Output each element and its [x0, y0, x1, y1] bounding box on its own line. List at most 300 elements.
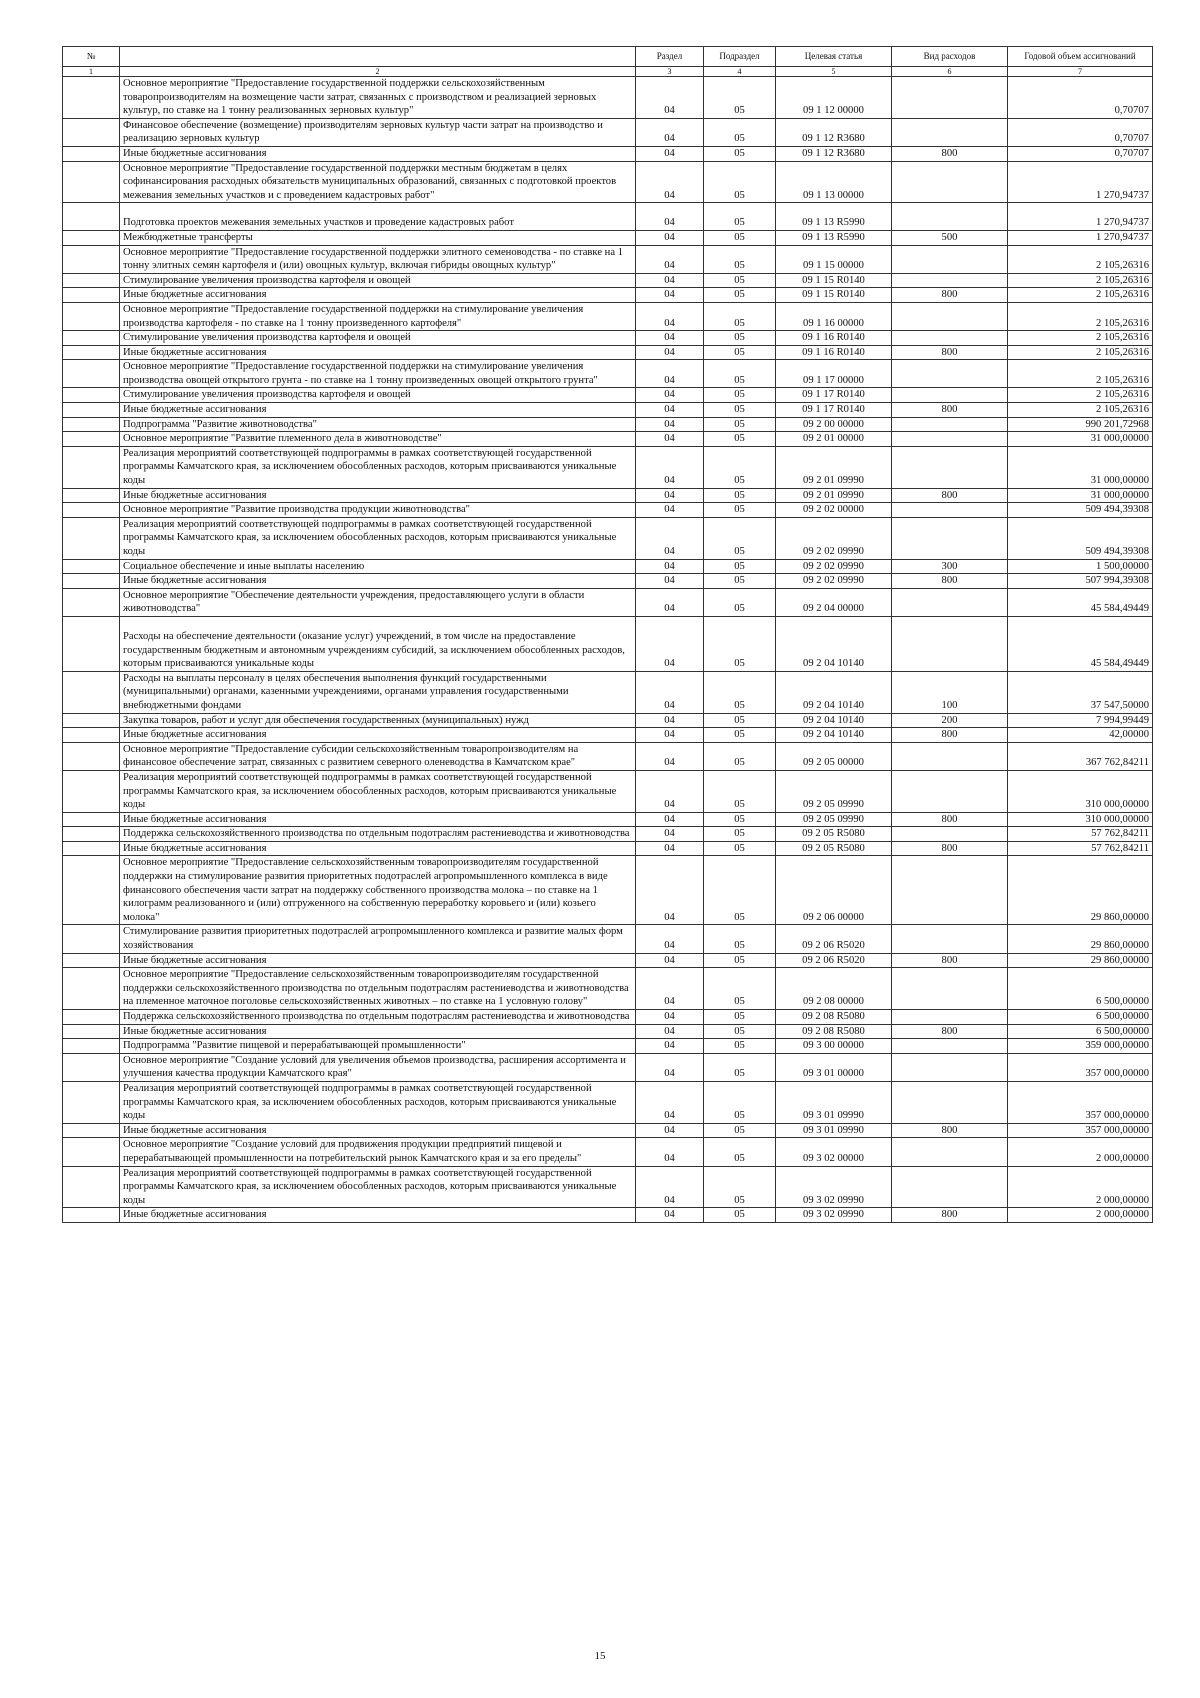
column-number-row [63, 67, 1153, 77]
table-header-row [63, 47, 1153, 67]
table-row [63, 1039, 1153, 1054]
row-vid [892, 503, 1008, 518]
table-row [63, 331, 1153, 346]
row-vid [892, 118, 1008, 146]
table-row [63, 1024, 1153, 1039]
row-target: 09 1 15 00000 [776, 245, 892, 273]
row-vid [892, 742, 1008, 770]
row-razdel: 04 [636, 161, 704, 203]
row-podrazdel: 05 [704, 1123, 776, 1138]
row-razdel: 04 [636, 770, 704, 812]
row-name: Поддержка сельскохозяйственного производства по отдельным подотраслям растениеводства и животноводства [120, 827, 636, 842]
row-amount: 2 105,26316 [1008, 360, 1153, 388]
row-vid: 800 [892, 574, 1008, 589]
row-amount: 1 270,94737 [1008, 203, 1153, 231]
row-vid [892, 273, 1008, 288]
row-amount: 2 105,26316 [1008, 302, 1153, 330]
row-amount: 2 000,00000 [1008, 1138, 1153, 1166]
row-razdel: 04 [636, 1039, 704, 1054]
row-razdel: 04 [636, 302, 704, 330]
row-amount: 0,70707 [1008, 146, 1153, 161]
table-row [63, 925, 1153, 953]
row-vid [892, 588, 1008, 616]
budget-table-sheet [62, 46, 1152, 1223]
row-podrazdel: 05 [704, 827, 776, 842]
row-amount: 2 105,26316 [1008, 245, 1153, 273]
row-amount: 31 000,00000 [1008, 446, 1153, 488]
row-number [63, 230, 120, 245]
row-amount: 31 000,00000 [1008, 488, 1153, 503]
row-name: Подготовка проектов межевания земельных участков и проведение кадастровых работ [120, 203, 636, 231]
row-razdel: 04 [636, 925, 704, 953]
row-target: 09 2 04 10140 [776, 671, 892, 713]
row-name: Иные бюджетные ассигнования [120, 728, 636, 743]
row-target: 09 2 08 R5080 [776, 1010, 892, 1025]
row-target: 09 2 02 09990 [776, 559, 892, 574]
table-row [63, 345, 1153, 360]
row-razdel: 04 [636, 1024, 704, 1039]
row-vid [892, 856, 1008, 925]
row-amount: 29 860,00000 [1008, 953, 1153, 968]
page-number: 15 [594, 1650, 606, 1662]
row-podrazdel: 05 [704, 118, 776, 146]
row-number [63, 302, 120, 330]
row-podrazdel: 05 [704, 812, 776, 827]
table-row [63, 1010, 1153, 1025]
row-vid [892, 925, 1008, 953]
row-podrazdel: 05 [704, 841, 776, 856]
table-row [63, 146, 1153, 161]
row-podrazdel: 05 [704, 77, 776, 119]
row-amount: 2 105,26316 [1008, 403, 1153, 418]
row-name: Иные бюджетные ассигнования [120, 1208, 636, 1223]
row-target: 09 2 06 R5020 [776, 925, 892, 953]
row-number [63, 388, 120, 403]
row-razdel: 04 [636, 1053, 704, 1081]
row-number [63, 856, 120, 925]
row-number [63, 517, 120, 559]
row-podrazdel: 05 [704, 1039, 776, 1054]
row-podrazdel: 05 [704, 742, 776, 770]
row-razdel: 04 [636, 728, 704, 743]
row-name: Подпрограмма "Развитие животноводства" [120, 417, 636, 432]
row-target: 09 2 02 09990 [776, 517, 892, 559]
row-name: Реализация мероприятий соответствующей подпрограммы в рамках соответствующей государственной программы Камчатского края, за исключением обособленных расходов, которым присваиваются уникальные коды [120, 446, 636, 488]
row-podrazdel: 05 [704, 288, 776, 303]
row-podrazdel: 05 [704, 616, 776, 671]
row-target: 09 3 01 00000 [776, 1053, 892, 1081]
row-podrazdel: 05 [704, 1024, 776, 1039]
row-name: Стимулирование увеличения производства картофеля и овощей [120, 331, 636, 346]
row-target: 09 1 13 00000 [776, 161, 892, 203]
row-name: Реализация мероприятий соответствующей подпрограммы в рамках соответствующей государственной программы Камчатского края, за исключением обособленных расходов, которым присваиваются уникальные коды [120, 517, 636, 559]
row-razdel: 04 [636, 616, 704, 671]
row-target: 09 2 05 09990 [776, 812, 892, 827]
row-number [63, 1053, 120, 1081]
row-number [63, 288, 120, 303]
row-podrazdel: 05 [704, 161, 776, 203]
row-name: Основное мероприятие "Предоставление государственной поддержки на стимулирование увеличения производства овощей открытого грунта - по ставке на 1 тонну произведенных овощей открытого грунта" [120, 360, 636, 388]
row-number [63, 432, 120, 447]
row-number [63, 1039, 120, 1054]
table-row [63, 118, 1153, 146]
header-no: № [63, 47, 120, 67]
row-name: Основное мероприятие "Предоставление сельскохозяйственным товаропроизводителям государственной поддержки на стимулирование развития приоритетных подотраслей агропромышленного комплекса в виде финансового обеспечения части затрат на поддержку собственного производства молока – по ставке на 1 килограмм реализованного и (или) отгруженного на собственную переработку коровьего и (или) козьего молока" [120, 856, 636, 925]
row-razdel: 04 [636, 146, 704, 161]
row-name: Иные бюджетные ассигнования [120, 488, 636, 503]
row-vid [892, 360, 1008, 388]
table-row [63, 588, 1153, 616]
row-name: Основное мероприятие "Предоставление государственной поддержки местным бюджетам в целях софинансирования расходных обязательств муниципальных образований, связанных с подготовкой проектов межевания земельных участков и с проведением кадастровых работ" [120, 161, 636, 203]
row-vid: 800 [892, 1208, 1008, 1223]
row-podrazdel: 05 [704, 1166, 776, 1208]
header-vid: Вид расходов [892, 47, 1008, 67]
row-vid [892, 77, 1008, 119]
row-number [63, 559, 120, 574]
row-target: 09 1 13 R5990 [776, 203, 892, 231]
row-vid [892, 302, 1008, 330]
table-row [63, 488, 1153, 503]
table-row [63, 203, 1153, 231]
row-name: Основное мероприятие "Создание условий для увеличения объемов производства, расширения ассортимента и улучшения качества продукции Камчатского края" [120, 1053, 636, 1081]
row-number [63, 827, 120, 842]
row-podrazdel: 05 [704, 203, 776, 231]
row-target: 09 2 04 10140 [776, 616, 892, 671]
row-target: 09 2 04 10140 [776, 728, 892, 743]
row-number [63, 671, 120, 713]
row-vid: 800 [892, 1123, 1008, 1138]
row-amount: 29 860,00000 [1008, 856, 1153, 925]
row-razdel: 04 [636, 671, 704, 713]
row-amount: 1 270,94737 [1008, 161, 1153, 203]
row-podrazdel: 05 [704, 588, 776, 616]
column-number: 2 [120, 67, 636, 77]
column-number: 4 [704, 67, 776, 77]
row-razdel: 04 [636, 230, 704, 245]
table-row [63, 503, 1153, 518]
row-name: Основное мероприятие "Предоставление государственной поддержки на стимулирование увеличения производства картофеля - по ставке на 1 тонну произведенного картофеля" [120, 302, 636, 330]
row-target: 09 1 13 R5990 [776, 230, 892, 245]
row-amount: 2 105,26316 [1008, 288, 1153, 303]
table-row [63, 671, 1153, 713]
row-podrazdel: 05 [704, 856, 776, 925]
row-razdel: 04 [636, 360, 704, 388]
row-target: 09 2 08 00000 [776, 968, 892, 1010]
row-target: 09 2 02 09990 [776, 574, 892, 589]
row-vid [892, 417, 1008, 432]
row-vid [892, 245, 1008, 273]
row-target: 09 1 16 R0140 [776, 345, 892, 360]
row-number [63, 1010, 120, 1025]
row-amount: 6 500,00000 [1008, 1024, 1153, 1039]
row-razdel: 04 [636, 245, 704, 273]
header-amount: Годовой объем ассигнований [1008, 47, 1153, 67]
row-vid [892, 616, 1008, 671]
row-number [63, 417, 120, 432]
row-razdel: 04 [636, 968, 704, 1010]
row-number [63, 770, 120, 812]
row-podrazdel: 05 [704, 713, 776, 728]
table-row [63, 230, 1153, 245]
row-podrazdel: 05 [704, 728, 776, 743]
table-row [63, 968, 1153, 1010]
table-row [63, 388, 1153, 403]
row-vid [892, 827, 1008, 842]
row-amount: 310 000,00000 [1008, 812, 1153, 827]
row-number [63, 1024, 120, 1039]
row-podrazdel: 05 [704, 417, 776, 432]
table-row [63, 1138, 1153, 1166]
row-podrazdel: 05 [704, 770, 776, 812]
column-number: 1 [63, 67, 120, 77]
row-target: 09 2 01 09990 [776, 488, 892, 503]
row-name: Иные бюджетные ассигнования [120, 574, 636, 589]
row-podrazdel: 05 [704, 671, 776, 713]
row-number [63, 161, 120, 203]
row-name: Стимулирование развития приоритетных подотраслей агропромышленного комплекса и развитие малых форм хозяйствования [120, 925, 636, 953]
row-target: 09 1 16 R0140 [776, 331, 892, 346]
row-number [63, 1081, 120, 1123]
table-row [63, 1123, 1153, 1138]
row-vid: 800 [892, 953, 1008, 968]
row-razdel: 04 [636, 331, 704, 346]
row-number [63, 331, 120, 346]
row-target: 09 3 02 09990 [776, 1166, 892, 1208]
row-number [63, 588, 120, 616]
table-row [63, 432, 1153, 447]
row-podrazdel: 05 [704, 273, 776, 288]
row-vid: 100 [892, 671, 1008, 713]
row-razdel: 04 [636, 856, 704, 925]
row-razdel: 04 [636, 517, 704, 559]
table-row [63, 288, 1153, 303]
row-podrazdel: 05 [704, 925, 776, 953]
row-target: 09 3 02 00000 [776, 1138, 892, 1166]
row-number [63, 245, 120, 273]
row-razdel: 04 [636, 1208, 704, 1223]
row-number [63, 403, 120, 418]
table-row [63, 1208, 1153, 1223]
row-vid: 800 [892, 146, 1008, 161]
row-number [63, 713, 120, 728]
row-razdel: 04 [636, 1123, 704, 1138]
header-target: Целевая статья [776, 47, 892, 67]
table-row [63, 517, 1153, 559]
row-podrazdel: 05 [704, 146, 776, 161]
row-vid: 800 [892, 812, 1008, 827]
row-number [63, 503, 120, 518]
row-podrazdel: 05 [704, 245, 776, 273]
row-target: 09 1 12 R3680 [776, 146, 892, 161]
row-amount: 367 762,84211 [1008, 742, 1153, 770]
row-razdel: 04 [636, 1010, 704, 1025]
table-row [63, 417, 1153, 432]
row-name: Расходы на обеспечение деятельности (оказание услуг) учреждений, в том числе на предоставление государственным бюджетным и автономным учреждениям субсидий, за исключением обособленных расходов, которым присваиваются уникальные коды [120, 616, 636, 671]
row-podrazdel: 05 [704, 559, 776, 574]
row-target: 09 2 06 00000 [776, 856, 892, 925]
row-number [63, 953, 120, 968]
row-razdel: 04 [636, 574, 704, 589]
row-target: 09 1 15 R0140 [776, 273, 892, 288]
row-number [63, 728, 120, 743]
row-vid: 200 [892, 713, 1008, 728]
row-podrazdel: 05 [704, 968, 776, 1010]
row-vid: 800 [892, 488, 1008, 503]
row-razdel: 04 [636, 446, 704, 488]
row-target: 09 2 00 00000 [776, 417, 892, 432]
row-name: Основное мероприятие "Создание условий для продвижения продукции предприятий пищевой и перерабатывающей промышленности на потребительский рынок Камчатского края и за его пределы" [120, 1138, 636, 1166]
row-podrazdel: 05 [704, 503, 776, 518]
row-podrazdel: 05 [704, 488, 776, 503]
row-amount: 990 201,72968 [1008, 417, 1153, 432]
row-name: Основное мероприятие "Развитие производства продукции животноводства" [120, 503, 636, 518]
row-name: Стимулирование увеличения производства картофеля и овощей [120, 273, 636, 288]
row-vid [892, 1081, 1008, 1123]
row-amount: 2 000,00000 [1008, 1208, 1153, 1223]
row-name: Реализация мероприятий соответствующей подпрограммы в рамках соответствующей государственной программы Камчатского края, за исключением обособленных расходов, которым присваиваются уникальные коды [120, 770, 636, 812]
row-podrazdel: 05 [704, 403, 776, 418]
row-razdel: 04 [636, 1138, 704, 1166]
row-name: Поддержка сельскохозяйственного производства по отдельным подотраслям растениеводства и животноводства [120, 1010, 636, 1025]
row-podrazdel: 05 [704, 517, 776, 559]
row-razdel: 04 [636, 588, 704, 616]
row-target: 09 2 05 R5080 [776, 827, 892, 842]
row-number [63, 273, 120, 288]
row-vid [892, 432, 1008, 447]
row-number [63, 925, 120, 953]
row-podrazdel: 05 [704, 1053, 776, 1081]
row-amount: 42,00000 [1008, 728, 1153, 743]
row-podrazdel: 05 [704, 345, 776, 360]
row-amount: 2 105,26316 [1008, 331, 1153, 346]
row-vid: 800 [892, 841, 1008, 856]
row-amount: 1 270,94737 [1008, 230, 1153, 245]
row-podrazdel: 05 [704, 574, 776, 589]
row-target: 09 2 01 09990 [776, 446, 892, 488]
table-row [63, 742, 1153, 770]
column-number: 5 [776, 67, 892, 77]
row-vid [892, 1010, 1008, 1025]
row-amount: 1 500,00000 [1008, 559, 1153, 574]
row-amount: 2 105,26316 [1008, 273, 1153, 288]
table-row [63, 559, 1153, 574]
row-amount: 7 994,99449 [1008, 713, 1153, 728]
row-razdel: 04 [636, 288, 704, 303]
row-target: 09 2 05 00000 [776, 742, 892, 770]
table-row [63, 1081, 1153, 1123]
row-podrazdel: 05 [704, 1138, 776, 1166]
row-name: Иные бюджетные ассигнования [120, 403, 636, 418]
row-podrazdel: 05 [704, 1010, 776, 1025]
row-vid [892, 1138, 1008, 1166]
row-number [63, 345, 120, 360]
row-number [63, 812, 120, 827]
row-vid [892, 1039, 1008, 1054]
row-name: Иные бюджетные ассигнования [120, 288, 636, 303]
row-number [63, 1138, 120, 1166]
row-razdel: 04 [636, 273, 704, 288]
row-amount: 57 762,84211 [1008, 841, 1153, 856]
table-row [63, 827, 1153, 842]
row-razdel: 04 [636, 203, 704, 231]
row-target: 09 1 12 00000 [776, 77, 892, 119]
row-amount: 357 000,00000 [1008, 1053, 1153, 1081]
row-amount: 509 494,39308 [1008, 503, 1153, 518]
table-row [63, 273, 1153, 288]
row-vid: 300 [892, 559, 1008, 574]
row-target: 09 1 15 R0140 [776, 288, 892, 303]
row-podrazdel: 05 [704, 388, 776, 403]
row-number [63, 360, 120, 388]
header-podrazdel: Подраздел [704, 47, 776, 67]
row-name: Расходы на выплаты персоналу в целях обеспечения выполнения функций государственными (муниципальными) органами, казенными учреждениями, органами управления государственными внебюджетными фондами [120, 671, 636, 713]
row-podrazdel: 05 [704, 302, 776, 330]
row-number [63, 841, 120, 856]
row-podrazdel: 05 [704, 1208, 776, 1223]
row-razdel: 04 [636, 403, 704, 418]
row-vid [892, 1166, 1008, 1208]
table-row [63, 574, 1153, 589]
row-vid [892, 161, 1008, 203]
row-vid [892, 1053, 1008, 1081]
row-amount: 357 000,00000 [1008, 1123, 1153, 1138]
row-amount: 57 762,84211 [1008, 827, 1153, 842]
row-amount: 357 000,00000 [1008, 1081, 1153, 1123]
row-name: Стимулирование увеличения производства картофеля и овощей [120, 388, 636, 403]
row-number [63, 203, 120, 231]
row-target: 09 2 08 R5080 [776, 1024, 892, 1039]
row-amount: 2 000,00000 [1008, 1166, 1153, 1208]
row-name: Основное мероприятие "Развитие племенного дела в животноводстве" [120, 432, 636, 447]
row-amount: 45 584,49449 [1008, 588, 1153, 616]
row-amount: 45 584,49449 [1008, 616, 1153, 671]
row-target: 09 1 12 R3680 [776, 118, 892, 146]
row-amount: 310 000,00000 [1008, 770, 1153, 812]
table-row [63, 770, 1153, 812]
row-name: Иные бюджетные ассигнования [120, 841, 636, 856]
row-name: Межбюджетные трансферты [120, 230, 636, 245]
row-vid: 800 [892, 728, 1008, 743]
row-name: Основное мероприятие "Предоставление сельскохозяйственным товаропроизводителям государственной поддержки сельскохозяйственного производства по отдельным подотраслям растениеводства и животноводства на племенное маточное поголовье сельскохозяйственных животных – по ставке на 1 условную голову" [120, 968, 636, 1010]
budget-table [62, 46, 1153, 1223]
row-razdel: 04 [636, 118, 704, 146]
row-amount: 37 547,50000 [1008, 671, 1153, 713]
row-vid [892, 331, 1008, 346]
row-vid: 800 [892, 403, 1008, 418]
table-row [63, 161, 1153, 203]
row-target: 09 2 04 00000 [776, 588, 892, 616]
header-razdel: Раздел [636, 47, 704, 67]
row-name: Социальное обеспечение и иные выплаты населению [120, 559, 636, 574]
row-vid: 800 [892, 1024, 1008, 1039]
table-row [63, 953, 1153, 968]
table-row [63, 446, 1153, 488]
row-number [63, 146, 120, 161]
row-name: Иные бюджетные ассигнования [120, 1123, 636, 1138]
row-amount: 29 860,00000 [1008, 925, 1153, 953]
column-number: 6 [892, 67, 1008, 77]
row-name: Основное мероприятие "Предоставление государственной поддержки элитного семеноводства - по ставке на 1 тонну элитных семян картофеля и (или) овощных культур, включая гибриды овощных культур" [120, 245, 636, 273]
table-row [63, 728, 1153, 743]
row-name: Иные бюджетные ассигнования [120, 345, 636, 360]
row-razdel: 04 [636, 503, 704, 518]
row-razdel: 04 [636, 713, 704, 728]
row-number [63, 446, 120, 488]
row-vid [892, 388, 1008, 403]
row-number [63, 616, 120, 671]
table-row [63, 713, 1153, 728]
row-name: Финансовое обеспечение (возмещение) производителям зерновых культур части затрат на производство и реализацию зерновых культур [120, 118, 636, 146]
